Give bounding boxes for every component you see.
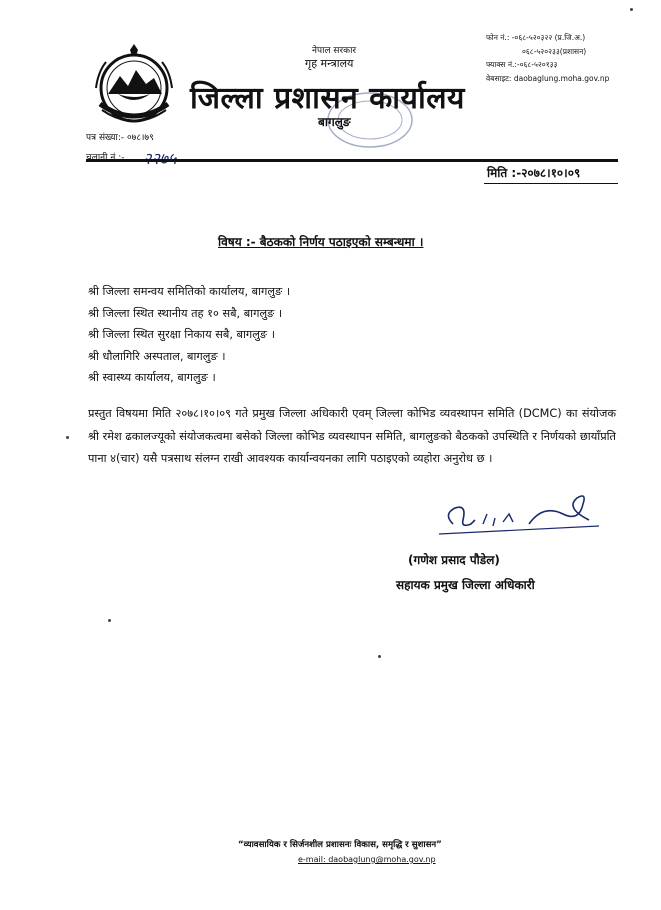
footer-email: e-mail: daobaglung@moha.gov.np: [298, 855, 436, 864]
scan-speck: [630, 8, 633, 11]
recipient-item: श्री धौलागिरि अस्पताल, बागलुङ ।: [88, 349, 226, 363]
recipient-item: श्री जिल्ला समन्वय समितिको कार्यालय, बागलुङ ।: [88, 285, 291, 298]
footer-motto: “व्यावसायिक र सिर्जनशील प्रशासनः विकास, समृद्धि र सुशासन”: [238, 840, 442, 850]
phone-line-2: ०६८-५२०२३३(प्रशासन): [522, 46, 587, 56]
letter-subject: विषय :- बैठकको निर्णय पठाइएको सम्बन्धमा ।: [218, 235, 424, 249]
signatory-name: (गणेश प्रसाद पौडेल): [408, 553, 500, 567]
letter-date: मिति :-२०७८।१०।०९: [487, 166, 581, 180]
dispatch-label: चलानी नं.:-: [86, 153, 125, 163]
recipient-item: श्री जिल्ला स्थित सुरक्षा निकाय सबै, बागलुङ ।: [88, 328, 275, 341]
letter-number: पत्र संख्या:- ०७८।७९: [86, 133, 154, 143]
recipient-list: [88, 281, 290, 389]
dispatch-number: २२७५: [143, 149, 177, 168]
scan-speck: [66, 436, 69, 439]
website-line: वेबसाइट: daobaglung.moha.gov.np: [486, 73, 610, 83]
fax-line: फ्याक्स नं.:-०६८-५२०१३३: [486, 60, 558, 69]
office-title: जिल्ला प्रशासन कार्यालय: [190, 81, 465, 116]
ministry-name: गृह मन्त्रालय: [305, 57, 354, 70]
signatory-designation: सहायक प्रमुख जिल्ला अधिकारी: [396, 578, 535, 592]
scan-speck: [378, 655, 381, 658]
handwritten-signature-icon: [433, 484, 603, 548]
body-paragraph: प्रस्तुत विषयमा मिति २०७८।१०।०९ गते प्रमुख जिल्ला अधिकारी एवम् जिल्ला कोभिड व्यवस्थापन समिति (DCMC) का संयोजक श्री रमेश ढकालज्यूको संयोजकत्वमा बसेको जिल्ला कोभिड व्यवस्थापन समिति, बागलुङको बैठकको उपस्थिति र निर्णयको छायाँप्रति पाना ४(चार) यसै पत्रसाथ संलग्न राखी आवश्यक कार्यान्वयनका लागि पठाइएको व्यहोरा अनुरोध छ ।: [88, 407, 616, 465]
district-name: बागलुङ: [318, 115, 351, 129]
nepal-emblem-icon: [88, 42, 180, 134]
recipient-item: श्री स्वास्थ्य कार्यालय, बागलुङ ।: [88, 371, 216, 384]
letter-body: [88, 403, 616, 471]
header-divider: [86, 159, 618, 162]
contact-block: [486, 31, 609, 85]
date-underline: [484, 183, 618, 184]
recipient-item: श्री जिल्ला स्थित स्थानीय तह १० सबै, बागलुङ ।: [88, 306, 283, 320]
phone-line-1: फोन नं.: -०६८-५२०३२२ (प्र.जि.अ.): [486, 33, 586, 42]
government-name: नेपाल सरकार: [312, 46, 357, 56]
scan-speck: [108, 619, 111, 622]
